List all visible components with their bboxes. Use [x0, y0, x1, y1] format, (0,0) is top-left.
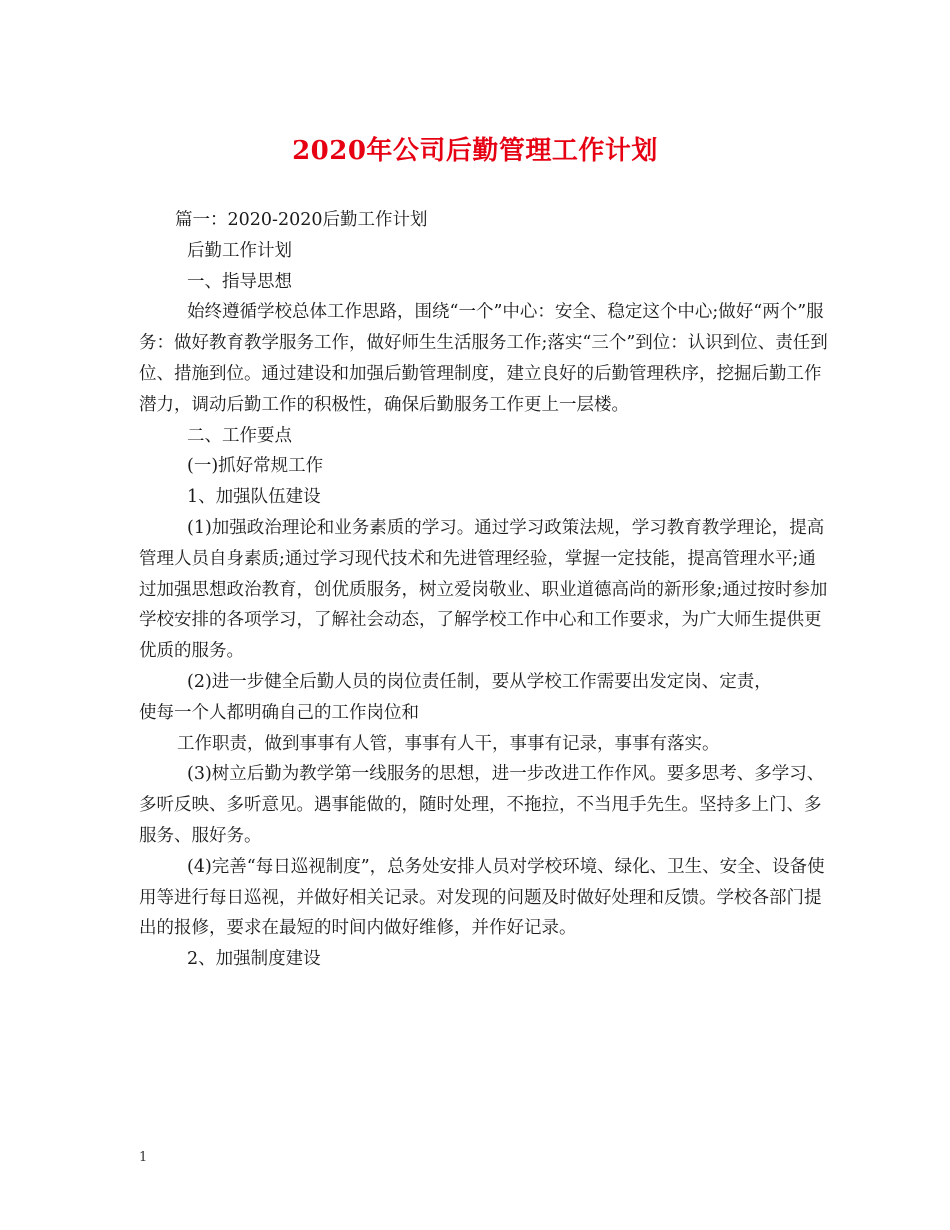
section-heading: 篇一：2020-2020后勤工作计划 [175, 210, 428, 230]
subheading: (一)抓好常规工作 [187, 456, 324, 477]
paragraph: 始终遵循学校总体工作思路，围绕“一个”中心：安全、稳定这个中心;做好“两个”服务：做好教育教学服务工作，做好师生生活服务工作;落实“三个”到位：认识到位、责任到位、措施到位。通过建设和加强后勤管理制度，建立良好的后勤管理秩序，挖掘后勤工作潜力，调动后勤工作的积极性，确保后勤服务工作更上一层楼。 [139, 302, 828, 415]
subheading: 1、加强队伍建设 [187, 487, 321, 508]
paragraph: (1)加强政治理论和业务素质的学习。通过学习政策法规，学习教育教学理论，提高管理人员自身素质;通过学习现代技术和先进管理经验，掌握一定技能，提高管理水平;通过加强思想政治教育，创优质服务，树立爱岗敬业、职业道德高尚的新形象;通过按时参加学校安排的各项学习，了解社会动态，了解学校工作中心和工作要求，为广大师生提供更优质的服务。 [139, 517, 828, 662]
paragraph: (2)进一步健全后勤人员的岗位责任制，要从学校工作需要出发定岗、定责， [187, 671, 772, 692]
subheading: 后勤工作计划 [187, 240, 292, 261]
section-heading: 二、工作要点 [187, 425, 292, 446]
paragraph: (3)树立后勤为教学第一线服务的思想，进一步改进工作作风。要多思考、多学习、多听反映、多听意见。遇事能做的，随时处理，不拖拉，不当甩手先生。坚持多上门、多服务、服好务。 [139, 764, 825, 846]
document-body [139, 205, 829, 975]
page-number: 1 [139, 1150, 148, 1165]
paragraph: (4)完善“每日巡视制度”，总务处安排人员对学校环境、绿化、卫生、安全、设备使用等进行每日巡视，并做好相关记录。对发现的问题及时做好处理和反馈。学校各部门提出的报修，要求在最短的时间内做好维修，并作好记录。 [139, 856, 825, 939]
document-title: 2020年公司后勤管理工作计划 [292, 136, 658, 166]
section-heading: 一、指导思想 [187, 271, 292, 292]
paragraph: 工作职责，做到事事有人管，事事有人干，事事有记录，事事有落实。 [177, 733, 720, 754]
paragraph: 使每一个人都明确自己的工作岗位和 [139, 702, 419, 723]
subheading: 2、加强制度建设 [187, 949, 321, 970]
